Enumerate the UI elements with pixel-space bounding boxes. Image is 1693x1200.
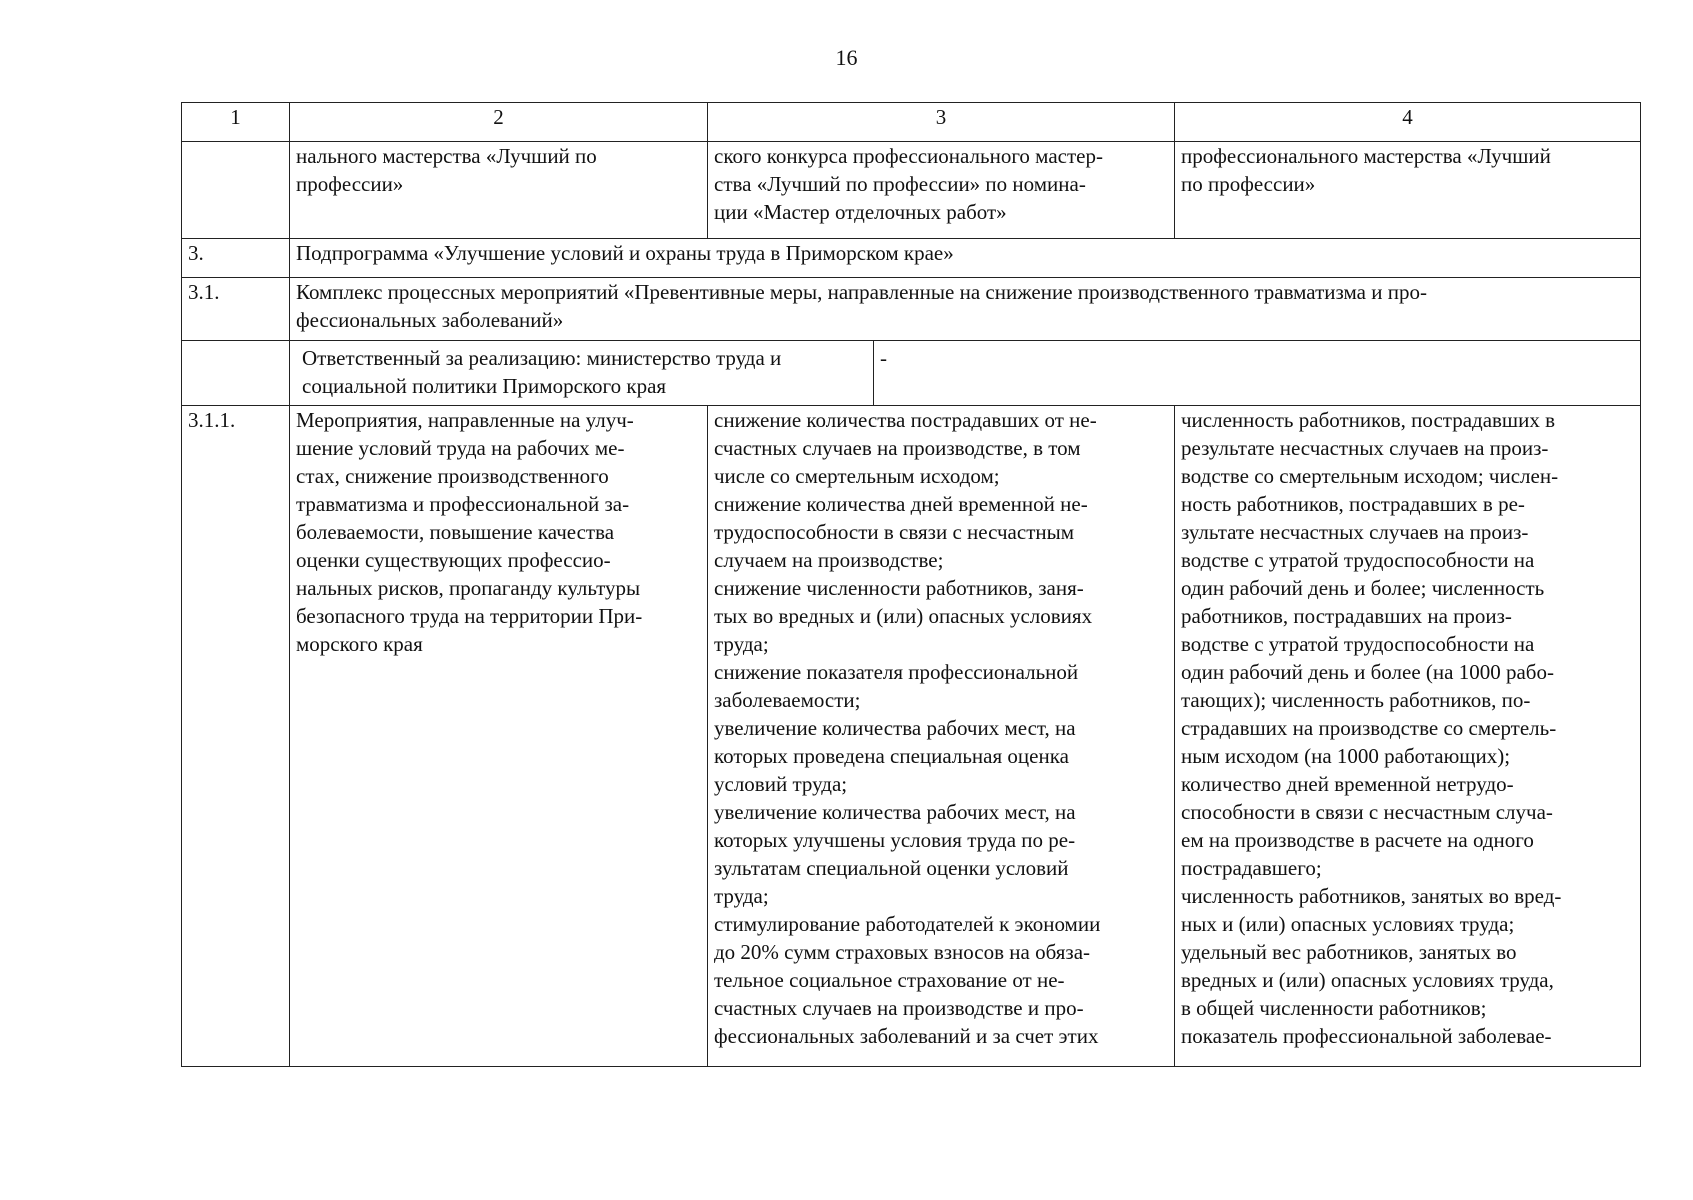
- header-col-1: 1: [182, 103, 290, 142]
- subprogram-row: [182, 239, 1641, 278]
- header-col-4: 4: [1175, 103, 1641, 142]
- header-col-3: 3: [708, 103, 1175, 142]
- responsible-value: -: [880, 346, 887, 370]
- page-number: 16: [835, 45, 858, 70]
- continuation-col-4: профессионального мастерства «Лучший по профессии»: [1175, 142, 1641, 239]
- measure-num: 3.1.1.: [182, 406, 290, 1067]
- continuation-num: [182, 142, 290, 239]
- complex-num: 3.1.: [182, 278, 290, 341]
- header-col-2: 2: [290, 103, 708, 142]
- complex-row: [182, 278, 1641, 341]
- responsible-cell: [290, 341, 1641, 406]
- responsible-row: [182, 341, 1641, 406]
- subprogram-title: Подпрограмма «Улучшение условий и охраны труда в Приморском крае»: [290, 239, 1641, 278]
- measure-indicators: численность работников, пострадавших в результате несчастных случаев на произ- водстве со смертельным исходом; числен- ность работников, пострадавших в ре- зультате несчастных случаев на произ- водстве с утратой трудоспособности на один рабочий день и более; численность работников, пострадавших на произ- водстве с утратой трудоспособности на один рабочий день и более (на 1000 рабо- тающих); численность работников, по- страдавших на производстве со смертель- ным исходом (на 1000 работающих); количество дней временной нетрудо- способности в связи с несчастным случа- ем на производстве в расчете на одного пострадавшего; численность работников, занятых во вред- ных и (или) опасных условиях труда; удельный вес работников, занятых во вредных и (или) опасных условиях труда, в общей численности работников; показатель профессиональной заболевае-: [1175, 406, 1641, 1067]
- header-row: [182, 103, 1641, 142]
- measures-table: [181, 102, 1641, 1067]
- measure-description: Мероприятия, направленные на улуч- шение условий труда на рабочих ме- стах, снижение производственного травматизма и профессиональной за- болеваемости, повышение качества оценки существующих профессио- нальных рисков, пропаганду культуры безопасного труда на территории При- морского края: [290, 406, 708, 1067]
- continuation-col-3: ского конкурса профессионального мастер- ства «Лучший по профессии» по номина- ции «Мастер отделочных работ»: [708, 142, 1175, 239]
- continuation-col-2: нального мастерства «Лучший по профессии»: [290, 142, 708, 239]
- subprogram-num: 3.: [182, 239, 290, 278]
- measure-expected-results: снижение количества пострадавших от не- счастных случаев на производстве, в том числе со смертельным исходом; снижение количества дней временной не- трудоспособности в связи с несчастным случаем на производстве; снижение численности работников, заня- тых во вредных и (или) опасных условиях труда; снижение показателя профессиональной заболеваемости; увеличение количества рабочих мест, на которых проведена специальная оценка условий труда; увеличение количества рабочих мест, на которых улучшены условия труда по ре- зультатам специальной оценки условий труда; стимулирование работодателей к экономии до 20% сумм страховых взносов на обяза- тельное социальное страхование от не- счастных случаев на производстве и про- фессиональных заболеваний и за счет этих: [708, 406, 1175, 1067]
- responsible-label: Ответственный за реализацию: министерство труда и социальной политики Приморского края: [296, 341, 874, 405]
- responsible-num: [182, 341, 290, 406]
- complex-title: Комплекс процессных мероприятий «Превентивные меры, направленные на снижение производственного травматизма и про- фессиональных заболеваний»: [290, 278, 1641, 341]
- measure-row: [182, 406, 1641, 1067]
- continuation-row: [182, 142, 1641, 239]
